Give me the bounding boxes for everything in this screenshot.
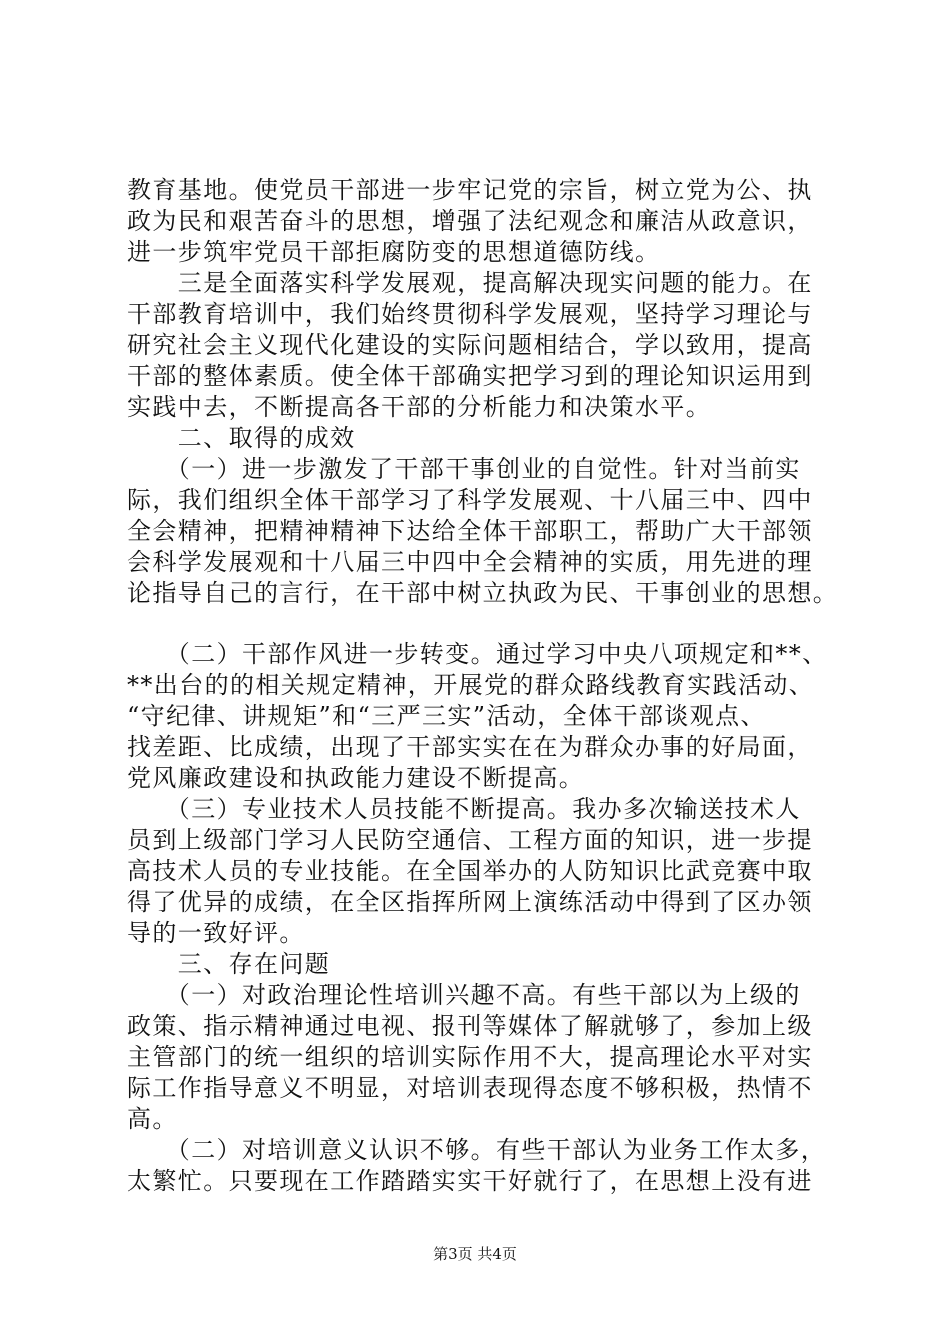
body-text-line: 三是全面落实科学发展观，提高解决现实问题的能力。在	[127, 269, 813, 297]
body-text-line: （二）对培训意义认识不够。有些干部认为业务工作太多，	[127, 1136, 827, 1164]
body-text-line: 高技术人员的专业技能。在全国举办的人防知识比武竞赛中取	[127, 857, 813, 885]
body-text-line: 会科学发展观和十八届三中四中全会精神的实质，用先进的理	[127, 548, 813, 576]
section-heading: 二、取得的成效	[127, 424, 356, 452]
body-text-line: 干部的整体素质。使全体干部确实把学习到的理论知识运用到	[127, 362, 813, 390]
body-text-line: （一）对政治理论性培训兴趣不高。有些干部以为上级的	[127, 981, 801, 1009]
body-text-line: 教育基地。使党员干部进一步牢记党的宗旨，树立党为公、执	[127, 176, 813, 204]
body-text-line: 际，我们组织全体干部学习了科学发展观、十八届三中、四中	[127, 486, 813, 514]
body-text-line: 得了优异的成绩，在全区指挥所网上演练活动中得到了区办领	[127, 888, 813, 916]
body-text-line: 政为民和艰苦奋斗的思想，增强了法纪观念和廉洁从政意识，	[127, 207, 813, 235]
body-text-line: 全会精神，把精神精神下达给全体干部职工，帮助广大干部领	[127, 517, 813, 545]
page-number-footer: 第3页 共4页	[433, 1245, 517, 1263]
body-text-line: （一）进一步激发了干部干事创业的自觉性。针对当前实	[127, 455, 801, 483]
body-text-line: （二）干部作风进一步转变。通过学习中央八项规定和**、	[127, 640, 828, 668]
body-text-line: “守纪律、讲规矩”和“三严三实”活动，全体干部谈观点、	[127, 702, 766, 730]
body-text-line: 政策、指示精神通过电视、报刊等媒体了解就够了，参加上级	[127, 1012, 813, 1040]
body-text-line: 导的一致好评。	[127, 919, 305, 947]
body-text-line: 干部教育培训中，我们始终贯彻科学发展观，坚持学习理论与	[127, 300, 813, 328]
body-text-line: 际工作指导意义不明显，对培训表现得态度不够积极，热情不	[127, 1074, 813, 1102]
body-text-line: 主管部门的统一组织的培训实际作用不大，提高理论水平对实	[127, 1043, 813, 1071]
body-text-line: 高。	[127, 1105, 178, 1133]
body-text-line: 实践中去，不断提高各干部的分析能力和决策水平。	[127, 393, 712, 421]
body-text-line: 找差距、比成绩，出现了干部实实在在为群众办事的好局面，	[127, 733, 813, 761]
body-text-line: 员到上级部门学习人民防空通信、工程方面的知识，进一步提	[127, 826, 813, 854]
section-heading: 三、存在问题	[127, 950, 331, 978]
body-text-line: 进一步筑牢党员干部拒腐防变的思想道德防线。	[127, 238, 661, 266]
body-text-line: 研究社会主义现代化建设的实际问题相结合，学以致用，提高	[127, 331, 813, 359]
body-text-line: 党风廉政建设和执政能力建设不断提高。	[127, 764, 585, 792]
body-text-line: **出台的的相关规定精神，开展党的群众路线教育实践活动、	[127, 671, 815, 699]
body-text-line: 论指导自己的言行，在干部中树立执政为民、干事创业的思想。	[127, 579, 839, 607]
body-text-line: 太繁忙。只要现在工作踏踏实实干好就行了，在思想上没有进	[127, 1167, 813, 1195]
body-text-line: （三）专业技术人员技能不断提高。我办多次输送技术人	[127, 795, 801, 823]
